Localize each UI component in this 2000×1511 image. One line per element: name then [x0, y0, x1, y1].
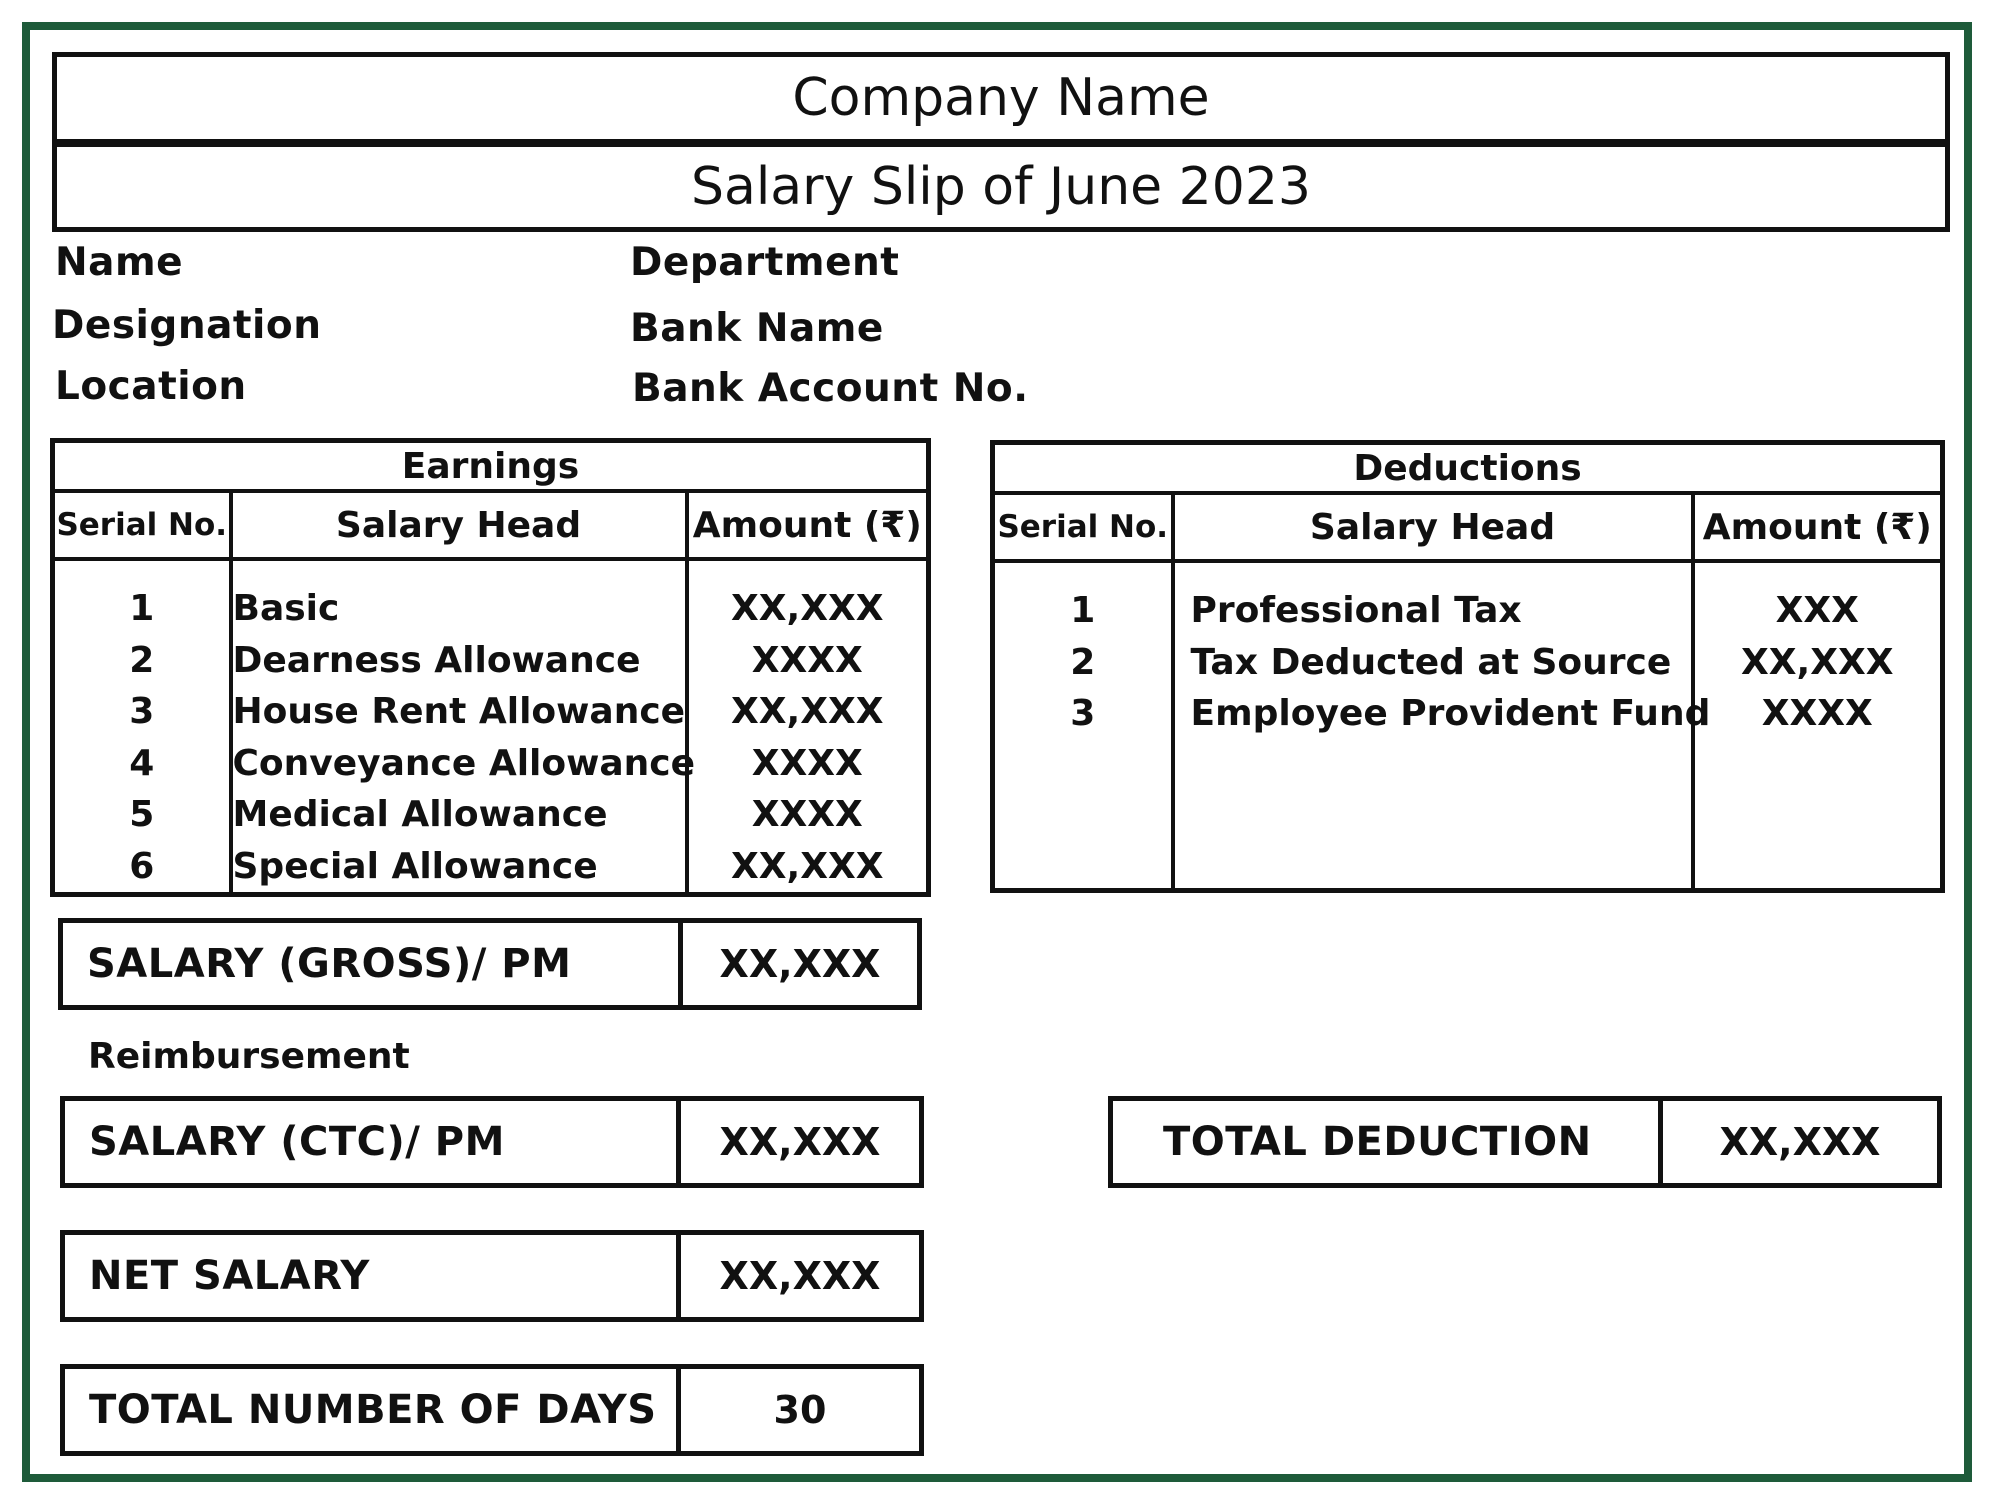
total-days-label: TOTAL NUMBER OF DAYS [65, 1369, 681, 1451]
deductions-table [990, 440, 1945, 893]
deductions-serial: 1 [1070, 590, 1096, 631]
earnings-col-serial: Serial No. [53, 491, 231, 559]
total-days-value: 30 [773, 1388, 827, 1432]
earnings-head: Medical Allowance [232, 794, 608, 835]
department-label: Department [630, 240, 900, 285]
earnings-amount: XXXX [751, 639, 863, 681]
total-deduction-box [1108, 1096, 1942, 1188]
earnings-head: House Rent Allowance [232, 691, 686, 732]
earnings-col-amount: Amount (₹) [687, 491, 929, 559]
earnings-serial: 4 [129, 742, 155, 784]
earnings-amount: XX,XXX [731, 691, 884, 732]
deductions-head: Tax Deducted at Source [1190, 641, 1672, 683]
deductions-col-head: Salary Head [1173, 493, 1693, 561]
deductions-amount: XXXX [1761, 693, 1873, 734]
location-label: Location [55, 364, 247, 409]
earnings-serial: 1 [129, 588, 155, 629]
bank-name-label: Bank Name [630, 306, 884, 351]
earnings-serial: 5 [129, 794, 155, 835]
net-salary-box [60, 1230, 924, 1322]
earnings-title: Earnings [53, 441, 929, 492]
total-deduction-label: TOTAL DEDUCTION [1113, 1101, 1663, 1183]
total-days-box [60, 1364, 924, 1456]
earnings-head: Dearness Allowance [232, 639, 641, 681]
total-deduction-value: XX,XXX [1719, 1120, 1881, 1164]
designation-label: Designation [52, 303, 322, 348]
earnings-serial: 3 [129, 691, 155, 732]
deductions-serial: 2 [1070, 641, 1096, 683]
earnings-amount: XX,XXX [731, 845, 884, 887]
net-salary-value: XX,XXX [719, 1254, 881, 1298]
deductions-amount: XXX [1775, 590, 1859, 631]
reimbursement-label: Reimbursement [88, 1036, 410, 1077]
earnings-amount: XX,XXX [731, 588, 884, 629]
ctc-salary-value: XX,XXX [719, 1120, 881, 1164]
earnings-amount: XXXX [751, 742, 863, 784]
earnings-amount: XXXX [751, 794, 863, 835]
bank-account-label: Bank Account No. [632, 366, 1029, 411]
deductions-col-serial: Serial No. [993, 493, 1173, 561]
earnings-serial: 2 [129, 639, 155, 681]
earnings-col-head: Salary Head [231, 491, 687, 559]
deductions-col-amount: Amount (₹) [1693, 493, 1943, 561]
net-salary-label: NET SALARY [65, 1235, 681, 1317]
gross-salary-value: XX,XXX [719, 942, 881, 986]
deductions-head: Employee Provident Fund [1190, 693, 1711, 734]
deductions-amount: XX,XXX [1741, 641, 1894, 683]
slip-title: Salary Slip of June 2023 [52, 142, 1950, 232]
gross-salary-box [58, 918, 922, 1010]
ctc-salary-box [60, 1096, 924, 1188]
earnings-head: Conveyance Allowance [232, 742, 696, 784]
earnings-serial: 6 [129, 845, 155, 887]
ctc-salary-label: SALARY (CTC)/ PM [65, 1101, 681, 1183]
earnings-table [50, 438, 931, 897]
deductions-serial: 3 [1070, 693, 1096, 734]
earnings-head: Basic [232, 588, 340, 629]
deductions-title: Deductions [993, 443, 1943, 494]
deductions-head: Professional Tax [1190, 590, 1522, 631]
gross-salary-label: SALARY (GROSS)/ PM [63, 923, 683, 1005]
company-name: Company Name [52, 52, 1950, 144]
name-label: Name [55, 240, 184, 285]
earnings-head: Special Allowance [232, 845, 598, 887]
